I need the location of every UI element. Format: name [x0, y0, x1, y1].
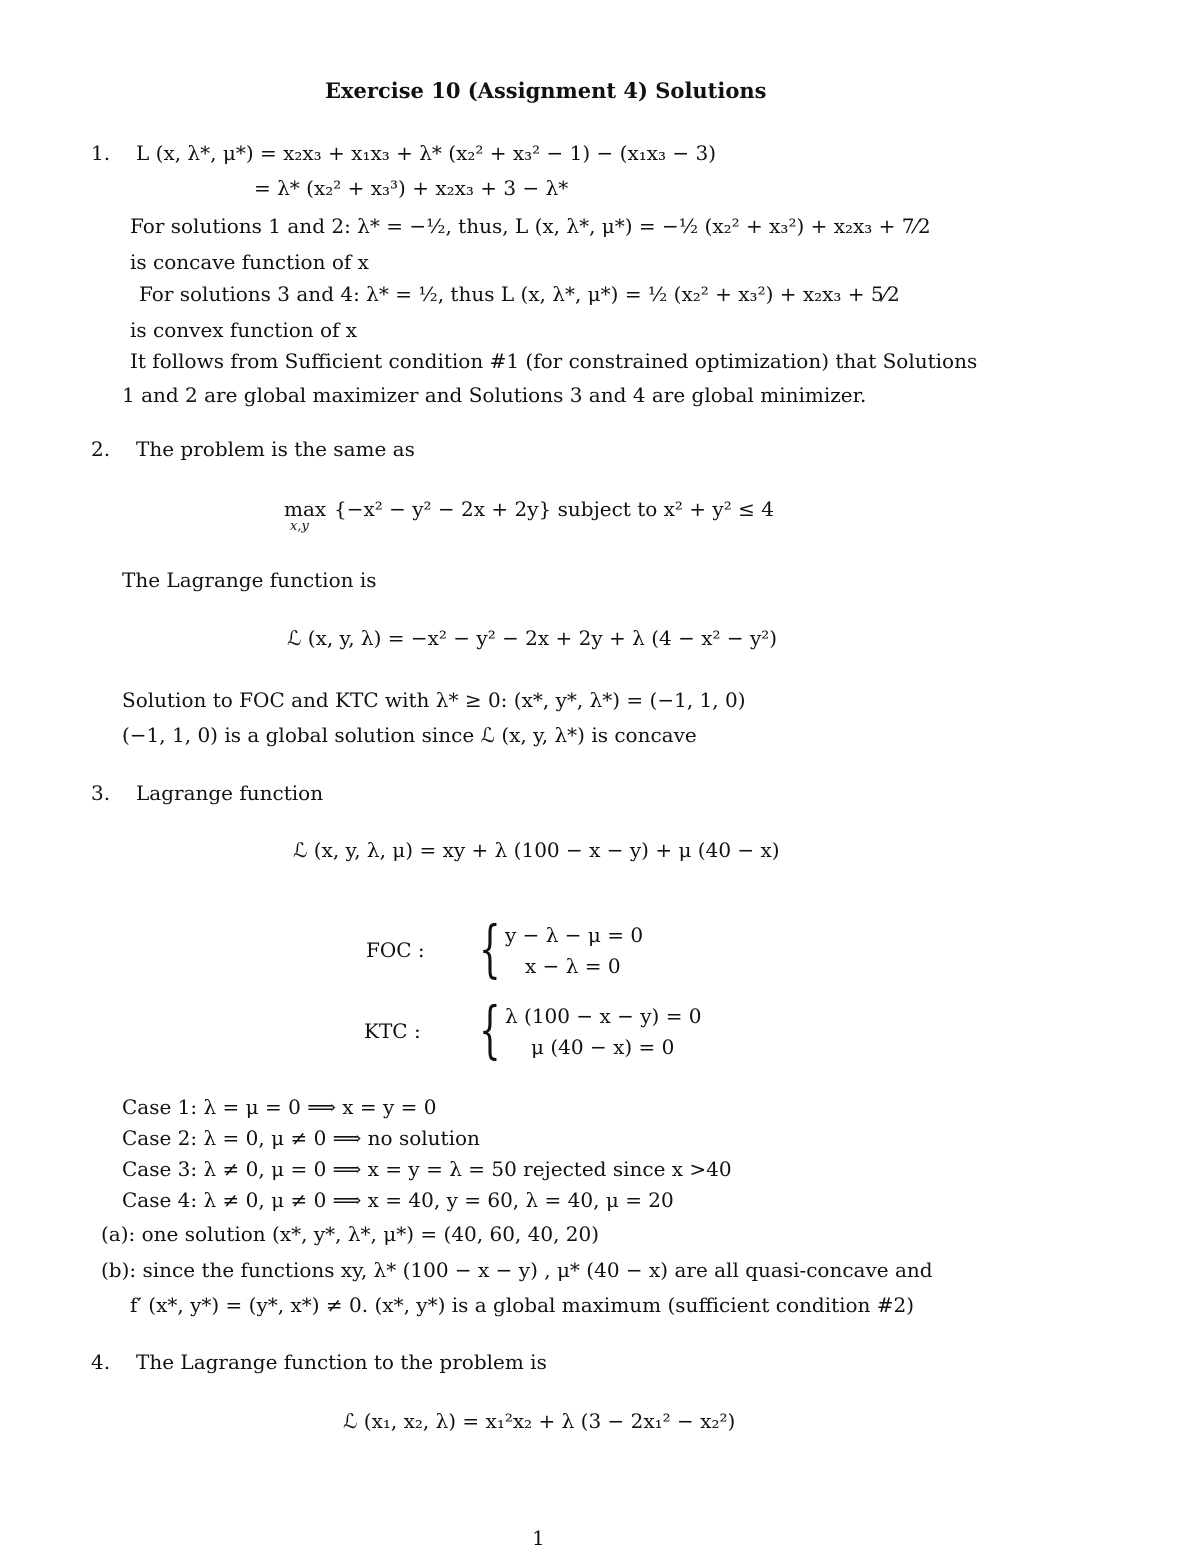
page-title: Exercise 10 (Assignment 4) Solutions	[325, 78, 767, 103]
q1-line-7: It follows from Sufficient condition #1 (for constrained optimization) that Solutions	[130, 349, 978, 373]
q2-intro: The problem is the same as	[136, 437, 415, 461]
q3-part-b-line-2: f′ (x*, y*) = (y*, x*) ≠ 0. (x*, y*) is a global maximum (sufficient condition #2)	[130, 1293, 915, 1317]
q3-foc-label: FOC :	[366, 938, 425, 962]
q2-number: 2.	[91, 437, 111, 461]
q1-number: 1.	[91, 141, 111, 165]
q3-case-3: Case 3: λ ≠ 0, μ = 0 ⟹ x = y = λ = 50 rejected since x >40	[122, 1157, 732, 1181]
page-number: 1	[532, 1526, 545, 1550]
q1-line-8: 1 and 2 are global maximizer and Solutions 3 and 4 are global minimizer.	[122, 383, 867, 407]
q3-ktc-eq-2: μ (40 − x) = 0	[531, 1035, 675, 1059]
q1-line-4: is concave function of x	[130, 250, 369, 274]
q3-lagrange-function: ℒ (x, y, λ, μ) = xy + λ (100 − x − y) + μ (40 − x)	[293, 838, 780, 862]
q1-line-6: is convex function of x	[130, 318, 358, 342]
q1-line-3: For solutions 1 and 2: λ* = −½, thus, L (x, λ*, μ*) = −½ (x₂² + x₃²) + x₂x₃ + 7⁄2	[130, 214, 931, 238]
q3-foc-eq-1: y − λ − μ = 0	[505, 923, 644, 947]
q1-line-1: L (x, λ*, μ*) = x₂x₃ + x₁x₃ + λ* (x₂² + x₃² − 1) − (x₁x₃ − 3)	[136, 141, 717, 165]
q1-line-2: = λ* (x₂² + x₃³) + x₂x₃ + 3 − λ*	[254, 176, 569, 200]
q3-part-b-line-1: (b): since the functions xy, λ* (100 − x − y) , μ* (40 − x) are all quasi-concave and	[101, 1258, 933, 1282]
q2-solution: Solution to FOC and KTC with λ* ≥ 0: (x*, y*, λ*) = (−1, 1, 0)	[122, 688, 746, 712]
ktc-brace: {	[479, 993, 501, 1066]
q3-intro: Lagrange function	[136, 781, 324, 805]
q2-global: (−1, 1, 0) is a global solution since ℒ (x, y, λ*) is concave	[122, 723, 697, 747]
q3-part-a: (a): one solution (x*, y*, λ*, μ*) = (40, 60, 40, 20)	[101, 1222, 600, 1246]
q2-objective: {−x² − y² − 2x + 2y} subject to x² + y² ≤ 4	[334, 497, 774, 521]
q4-intro: The Lagrange function to the problem is	[136, 1350, 547, 1374]
q4-lagrange-function: ℒ (x₁, x₂, λ) = x₁²x₂ + λ (3 − 2x₁² − x₂²)	[343, 1409, 736, 1433]
q1-line-5: For solutions 3 and 4: λ* = ½, thus L (x, λ*, μ*) = ½ (x₂² + x₃²) + x₂x₃ + 5⁄2	[139, 282, 900, 306]
q3-ktc-label: KTC :	[364, 1019, 421, 1043]
q3-case-2: Case 2: λ = 0, μ ≠ 0 ⟹ no solution	[122, 1126, 480, 1150]
q3-foc-eq-2: x − λ = 0	[525, 954, 621, 978]
q2-max: max	[284, 497, 327, 521]
q3-case-1: Case 1: λ = μ = 0 ⟹ x = y = 0	[122, 1095, 437, 1119]
foc-brace: {	[479, 912, 501, 985]
q3-case-4: Case 4: λ ≠ 0, μ ≠ 0 ⟹ x = 40, y = 60, λ = 40, μ = 20	[122, 1188, 674, 1212]
q3-ktc-eq-1: λ (100 − x − y) = 0	[505, 1004, 702, 1028]
q3-number: 3.	[91, 781, 111, 805]
q2-lagrange-function: ℒ (x, y, λ) = −x² − y² − 2x + 2y + λ (4 − x² − y²)	[287, 626, 778, 650]
q2-lagrange-intro: The Lagrange function is	[122, 568, 377, 592]
q2-max-subscript: x,y	[290, 519, 309, 534]
q4-number: 4.	[91, 1350, 111, 1374]
